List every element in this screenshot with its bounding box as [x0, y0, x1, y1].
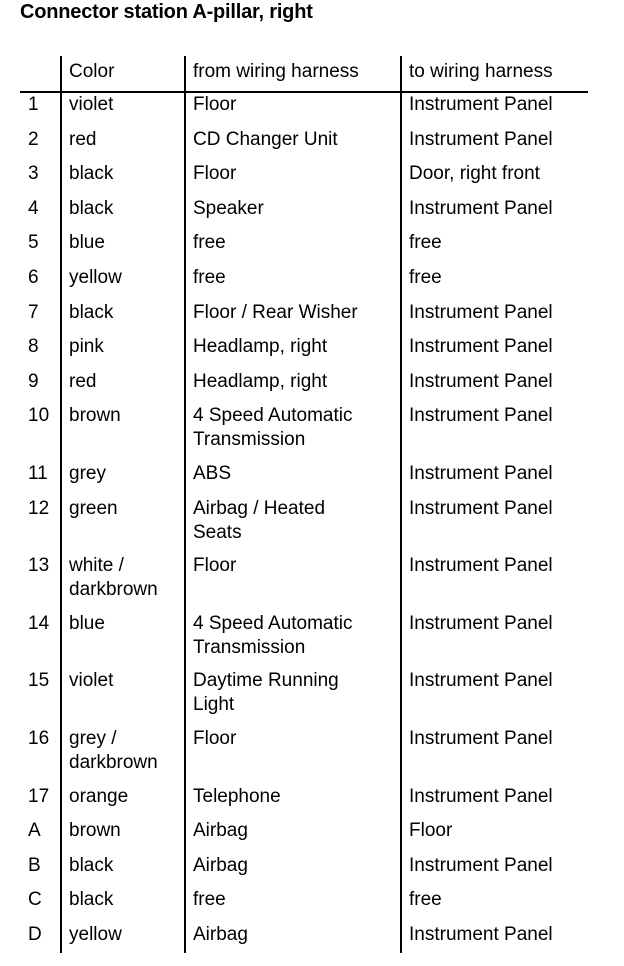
row-to — [409, 128, 553, 152]
row-to-line: Instrument Panel — [409, 462, 553, 484]
table-row — [20, 854, 588, 889]
row-to — [409, 497, 553, 521]
row-color — [69, 197, 113, 221]
row-number: 14 — [28, 612, 50, 634]
row-number: 7 — [28, 301, 39, 323]
row-from-line: ABS — [193, 462, 232, 484]
table-row — [20, 162, 588, 197]
row-from — [193, 669, 339, 716]
row-number: 8 — [28, 336, 39, 358]
header-color: Color — [69, 61, 115, 82]
row-from — [193, 923, 248, 947]
row-color — [69, 128, 96, 152]
row-color — [69, 785, 128, 809]
row-from — [193, 888, 226, 912]
row-to — [409, 612, 553, 636]
table-row — [20, 370, 588, 405]
row-to-line: Instrument Panel — [409, 923, 553, 945]
row-number: 15 — [28, 670, 50, 692]
row-color — [69, 888, 113, 912]
row-number: D — [28, 923, 42, 945]
row-to-line: Instrument Panel — [409, 301, 553, 323]
row-from-line: Floor — [193, 163, 237, 185]
row-to — [409, 162, 540, 186]
row-from-line: Floor / Rear Wisher — [193, 301, 358, 323]
row-color-line: black — [69, 163, 114, 185]
table-row — [20, 197, 588, 232]
row-to — [409, 266, 442, 290]
row-color-line: black — [69, 301, 114, 323]
row-to-line: free — [409, 266, 442, 288]
row-color — [69, 404, 121, 428]
row-color — [69, 335, 104, 359]
header-from-wiring-harness: from wiring harness — [193, 61, 359, 82]
row-to-line: Door, right front — [409, 163, 540, 185]
header-to-wiring-harness: to wiring harness — [409, 61, 553, 82]
row-color-line: brown — [69, 820, 121, 842]
table-header — [20, 56, 588, 91]
row-color — [69, 301, 113, 325]
row-from-line: Airbag — [193, 923, 248, 945]
row-from — [193, 301, 358, 325]
row-to-line: Instrument Panel — [409, 612, 553, 634]
table-row — [20, 727, 588, 785]
row-color-line: violet — [69, 670, 114, 692]
row-number: 10 — [28, 405, 50, 427]
row-color-line: black — [69, 197, 114, 219]
row-color — [69, 923, 122, 947]
table-row — [20, 497, 588, 555]
row-to-line: Floor — [409, 820, 453, 842]
row-to-line: Instrument Panel — [409, 405, 553, 427]
row-color-line: red — [69, 128, 97, 150]
row-color-line: grey / — [69, 727, 117, 749]
row-from-line: free — [193, 232, 226, 254]
row-to — [409, 888, 442, 912]
row-to-line: Instrument Panel — [409, 197, 553, 219]
row-color-line: orange — [69, 785, 129, 807]
row-color — [69, 727, 158, 774]
row-to — [409, 554, 553, 578]
row-color — [69, 497, 118, 521]
row-to — [409, 727, 553, 751]
table-row — [20, 404, 588, 462]
row-color-line: white / — [69, 555, 124, 577]
row-from-line: Floor — [193, 727, 237, 749]
row-from-line: Airbag / Heated — [193, 497, 326, 519]
row-number: 4 — [28, 197, 39, 219]
row-from-line: Floor — [193, 94, 237, 115]
row-to — [409, 923, 553, 947]
row-to — [409, 335, 553, 359]
row-to-line: Instrument Panel — [409, 854, 553, 876]
row-to-line: free — [409, 889, 442, 911]
row-from — [193, 335, 327, 359]
row-number: A — [28, 820, 41, 842]
row-color — [69, 554, 158, 601]
row-color — [69, 162, 113, 186]
row-number: 5 — [28, 232, 39, 254]
row-to — [409, 669, 553, 693]
row-to-line: Instrument Panel — [409, 128, 553, 150]
row-color-line: yellow — [69, 923, 122, 945]
row-from — [193, 404, 353, 451]
row-from-line: Speaker — [193, 197, 264, 219]
row-from — [193, 162, 236, 186]
row-to-line: Instrument Panel — [409, 555, 553, 577]
row-color-line: blue — [69, 612, 105, 634]
row-to — [409, 462, 553, 486]
row-color-line: brown — [69, 405, 121, 427]
row-to — [409, 785, 553, 809]
row-color-line: blue — [69, 232, 105, 254]
row-to — [409, 231, 442, 255]
table-row — [20, 785, 588, 820]
row-color — [69, 854, 113, 878]
row-color — [69, 612, 105, 636]
table-row — [20, 301, 588, 336]
row-color-line: grey — [69, 462, 106, 484]
row-number: 12 — [28, 497, 50, 519]
row-number: 17 — [28, 785, 50, 807]
row-from — [193, 612, 353, 659]
row-from-line: Headlamp, right — [193, 370, 328, 392]
row-number: 1 — [28, 94, 39, 115]
row-to-line: Instrument Panel — [409, 94, 553, 115]
row-number: 3 — [28, 163, 39, 185]
table-row — [20, 923, 588, 958]
row-from-line: 4 Speed Automatic — [193, 405, 353, 427]
row-from-line: Headlamp, right — [193, 336, 328, 358]
row-number: 9 — [28, 370, 39, 392]
table-row — [20, 93, 588, 128]
row-from-line: Light — [193, 694, 235, 716]
row-from-line: Airbag — [193, 820, 248, 842]
row-to — [409, 370, 553, 394]
row-from-line: Airbag — [193, 854, 248, 876]
row-from — [193, 93, 236, 117]
page-title: Connector station A-pillar, right — [20, 1, 313, 23]
row-to-line: Instrument Panel — [409, 370, 553, 392]
row-color-line: red — [69, 370, 97, 392]
row-to — [409, 819, 452, 843]
table-row — [20, 669, 588, 727]
table-body — [20, 93, 588, 957]
row-from — [193, 819, 248, 843]
row-from-line: Floor — [193, 555, 237, 577]
row-from-line: free — [193, 889, 226, 911]
row-color-line: black — [69, 889, 114, 911]
table-row — [20, 231, 588, 266]
row-from-line: Transmission — [193, 429, 306, 451]
row-number: C — [28, 889, 42, 911]
row-color — [69, 370, 96, 394]
row-to-line: Instrument Panel — [409, 670, 553, 692]
row-number: B — [28, 854, 41, 876]
row-from-line: free — [193, 266, 226, 288]
table-row — [20, 554, 588, 612]
table-row — [20, 462, 588, 497]
row-color-line: darkbrown — [69, 751, 158, 773]
table-row — [20, 612, 588, 670]
row-from-line: CD Changer Unit — [193, 128, 338, 150]
row-from — [193, 497, 325, 544]
row-from — [193, 231, 226, 255]
row-to-line: Instrument Panel — [409, 497, 553, 519]
table-row — [20, 335, 588, 370]
row-to-line: Instrument Panel — [409, 727, 553, 749]
row-color — [69, 93, 113, 117]
row-color-line: black — [69, 854, 114, 876]
row-color-line: pink — [69, 336, 104, 358]
row-from-line: Transmission — [193, 636, 306, 658]
row-from — [193, 266, 226, 290]
row-from — [193, 370, 327, 394]
row-number: 6 — [28, 266, 39, 288]
row-number: 2 — [28, 128, 39, 150]
row-from — [193, 554, 236, 578]
table-row — [20, 128, 588, 163]
row-from — [193, 197, 264, 221]
row-color — [69, 266, 122, 290]
row-to-line: Instrument Panel — [409, 336, 553, 358]
row-number: 13 — [28, 555, 50, 577]
row-from — [193, 785, 281, 809]
row-from-line: Seats — [193, 521, 242, 543]
row-color-line: yellow — [69, 266, 122, 288]
row-to — [409, 197, 553, 221]
row-to-line: free — [409, 232, 442, 254]
row-number: 16 — [28, 727, 50, 749]
row-color — [69, 819, 121, 843]
row-from — [193, 462, 231, 486]
table-row — [20, 819, 588, 854]
row-from-line: 4 Speed Automatic — [193, 612, 353, 634]
row-from — [193, 854, 248, 878]
row-color — [69, 669, 113, 693]
row-from — [193, 727, 236, 751]
row-to-line: Instrument Panel — [409, 785, 553, 807]
row-from-line: Telephone — [193, 785, 281, 807]
table-row — [20, 888, 588, 923]
row-color-line: violet — [69, 94, 114, 115]
row-color-line: green — [69, 497, 118, 519]
row-to — [409, 93, 553, 117]
table-row — [20, 266, 588, 301]
row-to — [409, 404, 553, 428]
row-color — [69, 462, 106, 486]
row-to — [409, 301, 553, 325]
row-color — [69, 231, 105, 255]
row-from-line: Daytime Running — [193, 670, 339, 692]
row-to — [409, 854, 553, 878]
row-from — [193, 128, 338, 152]
row-color-line: darkbrown — [69, 579, 158, 601]
row-number: 11 — [28, 462, 48, 484]
